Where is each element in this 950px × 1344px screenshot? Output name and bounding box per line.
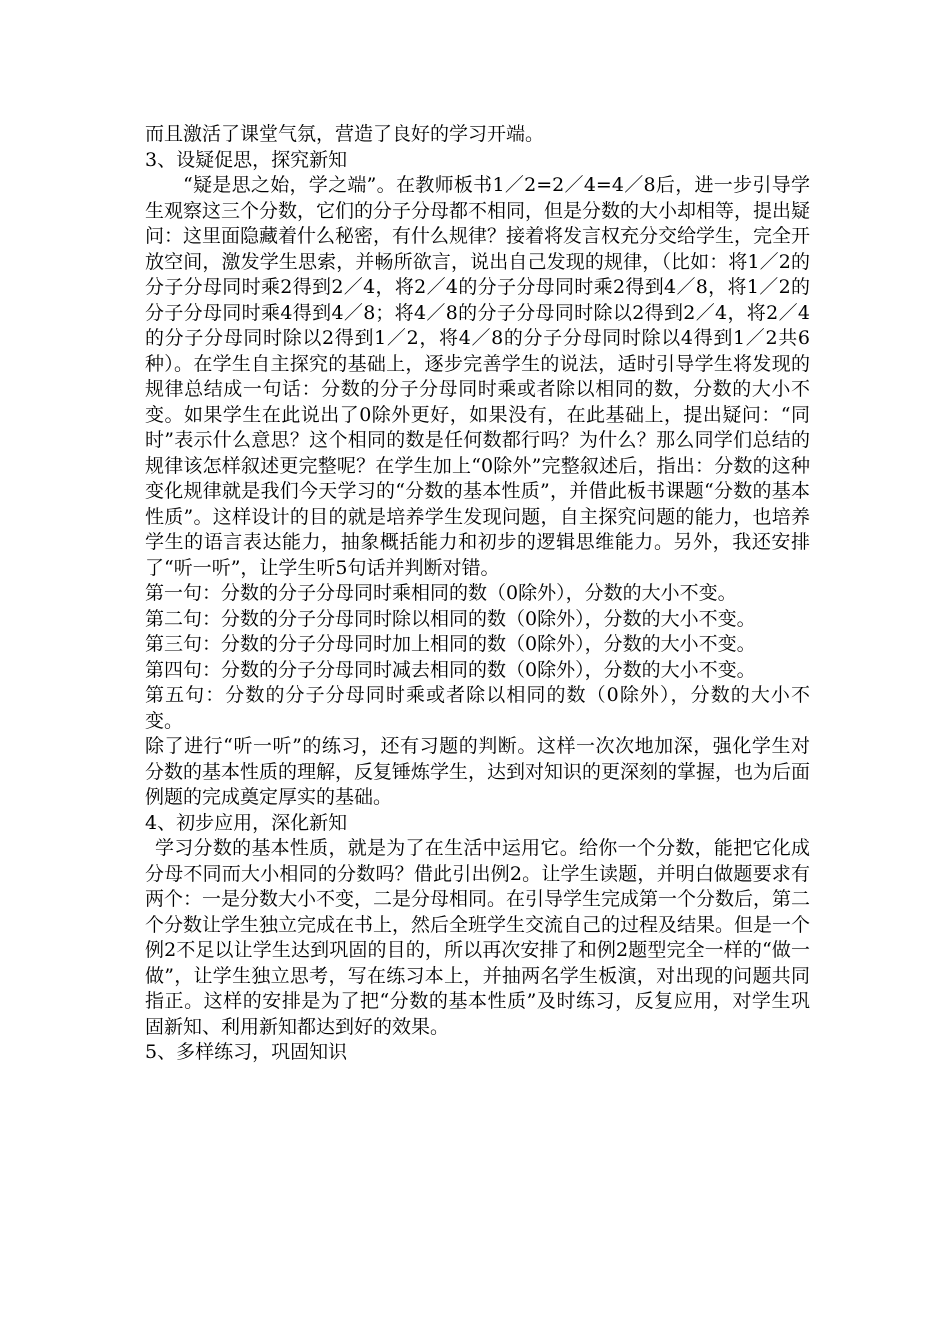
section-4-heading: 4、初步应用，深化新知	[145, 811, 348, 834]
document-page	[145, 122, 810, 1066]
intro-ending-paragraph: 而且激活了课堂气氛，营造了良好的学习开端。	[145, 123, 545, 145]
section-3-body-paragraph: “疑是思之始，学之端”。在教师板书1／2=2／4=4／8后，进一步引导学生观察这三个分数，它们的分子分母都不相同，但是分数的大小却相等，提出疑问：这里面隐藏着什么秘密，有什么规律？接着将发言权充分交给学生，完全开放空间，激发学生思索，并畅所欲言，说出自己发现的规律，（比如：将1／2的分子分母同时乘2得到2／4，将2／4的分子分母同时乘2得到4／8，将1／2的分子分母同时乘4得到4／8；将4／8的分子分母同时除以2得到2／4，将2／4的分子分母同时除以2得到1／2，将4／8的分子分母同时除以4得到1／2共6种）。在学生自主探究的基础上，逐步完善学生的说法，适时引导学生将发现的规律总结成一句话：分数的分子分母同时乘或者除以相同的数，分数的大小不变。如果学生在此说出了0除外更好，如果没有，在此基础上，提出疑问：“同时”表示什么意思？这个相同的数是任何数都行吗？为什么？那么同学们总结的规律该怎样叙述更完整呢？在学生加上“0除外”完整叙述后，指出：分数的这种变化规律就是我们今天学习的“分数的基本性质”，并借此板书课题“分数的基本性质”。这样设计的目的就是培养学生发现问题，自主探究问题的能力，也培养学生的语言表达能力，抽象概括能力和初步的逻辑思维能力。另外，我还安排了“听一听”，让学生听5句话并判断对错。	[145, 174, 811, 579]
section-5-heading: 5、多样练习，巩固知识	[145, 1041, 348, 1063]
section-4-body-paragraph: 学习分数的基本性质，就是为了在生活中运用它。给你一个分数，能把它化成分母不同而大小相同的分数吗？借此引出例2。让学生读题，并明白做题要求有两个：一是分数大小不变，二是分母相同。在引导学生完成第一个分数后，第二个分数让学生独立完成在书上，然后全班学生交流自己的过程及结果。但是一个例2不足以让学生达到巩固的目的，所以再次安排了和例2题型完全一样的“做一做”，让学生独立思考，写在练习本上，并抽两名学生板演，对出现的问题共同指正。这样的安排是为了把“分数的基本性质”及时练习，反复应用，对学生巩固新知、利用新知都达到好的效果。	[145, 837, 811, 1038]
listening-sentence-4: 第四句：分数的分子分母同时减去相同的数（0除外），分数的大小不变。	[145, 658, 756, 681]
practice-summary-paragraph: 除了进行“听一听”的练习，还有习题的判断。这样一次次地加深，强化学生对分数的基本性质的理解，反复锤炼学生，达到对知识的更深刻的掌握，也为后面例题的完成奠定厚实的基础。	[145, 735, 811, 808]
listening-sentence-3: 第三句：分数的分子分母同时加上相同的数（0除外），分数的大小不变。	[145, 633, 756, 655]
listening-sentence-5: 第五句：分数的分子分母同时乘或者除以相同的数（0除外），分数的大小不变。	[145, 684, 810, 732]
listening-sentence-2: 第二句：分数的分子分母同时除以相同的数（0除外），分数的大小不变。	[145, 607, 756, 630]
section-3-heading: 3、设疑促思，探究新知	[145, 148, 348, 171]
listening-sentence-1: 第一句：分数的分子分母同时乘相同的数（0除外），分数的大小不变。	[145, 582, 737, 604]
